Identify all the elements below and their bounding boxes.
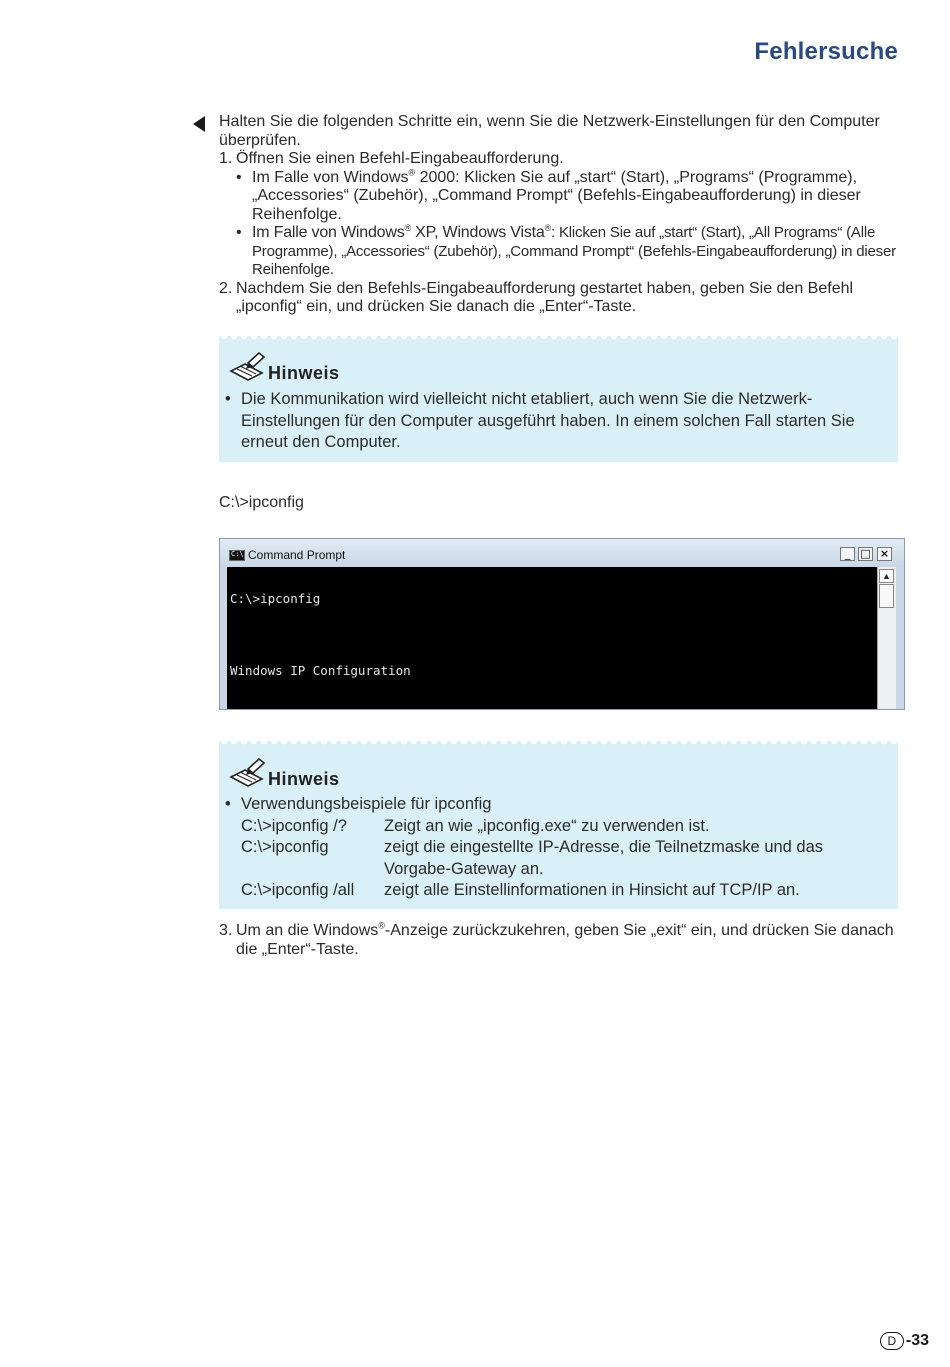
bullet-text-post: : Klicken Sie auf „start“ (Start), „All Programs“ (Alle Programme), „Accessories“ (Zubehör), „Command Prompt“ (Befehls-Eingabeaufforderung) in dieser Reihenfolge. bbox=[252, 224, 896, 278]
step-number: 1. bbox=[219, 150, 233, 167]
example-description: zeigt alle Einstellinformationen in Hinsicht auf TCP/IP an. bbox=[384, 881, 800, 899]
section-arrow-icon bbox=[193, 116, 205, 132]
console-line bbox=[230, 629, 877, 641]
bullet-windows-2000 bbox=[219, 169, 904, 225]
bullet-text-mid: XP, Windows Vista bbox=[410, 224, 545, 241]
example-description: Zeigt an wie „ipconfig.exe“ zu verwenden ist. bbox=[384, 816, 710, 835]
example-row bbox=[241, 816, 868, 838]
bullet-windows-xp-vista bbox=[219, 224, 904, 280]
step-3 bbox=[219, 922, 904, 959]
bullet-icon: • bbox=[225, 795, 231, 813]
console-output[interactable] bbox=[227, 567, 877, 710]
os-bullet-list bbox=[219, 169, 904, 280]
note-title: Hinweis bbox=[268, 363, 340, 383]
step-text-post: -Anzeige zurückzukehren, geben Sie „exit“ ein, und drücken Sie danach die „Enter“-Taste. bbox=[236, 922, 894, 958]
example-command: C:\>ipconfig /? bbox=[241, 816, 347, 835]
console-icon bbox=[229, 550, 245, 561]
pencil-note-icon bbox=[228, 757, 266, 789]
registered-mark: ® bbox=[404, 223, 411, 233]
example-command: C:\>ipconfig /all bbox=[241, 881, 355, 899]
step-text-pre: Um an die Windows bbox=[236, 922, 379, 939]
example-row bbox=[241, 837, 868, 880]
bullet-icon: • bbox=[236, 168, 242, 186]
vertical-scrollbar[interactable] bbox=[877, 567, 896, 710]
bullet-icon: • bbox=[236, 224, 242, 241]
step-text: Nachdem Sie den Befehls-Eingabeaufforderung gestartet haben, geben Sie den Befehl „ipconfig“ ein, und drücken Sie danach die „Enter“-Taste. bbox=[236, 279, 854, 315]
step-text: Öffnen Sie einen Befehl-Eingabeaufforderung. bbox=[236, 150, 564, 167]
page-footer bbox=[880, 1332, 929, 1350]
console-line: C:\>ipconfig bbox=[230, 591, 321, 606]
note-body bbox=[225, 389, 868, 454]
note-header bbox=[228, 757, 340, 789]
close-button[interactable]: × bbox=[877, 547, 892, 561]
step-number: 2. bbox=[219, 279, 233, 297]
note-title: Hinweis bbox=[268, 769, 340, 789]
language-badge: D bbox=[880, 1332, 904, 1350]
step-2 bbox=[219, 280, 904, 317]
example-description: zeigt die eingestellte IP-Adresse, die Teilnetzmaske und das Vorgabe-Gateway an. bbox=[384, 838, 824, 878]
registered-mark: ® bbox=[544, 223, 552, 233]
note-header bbox=[228, 351, 340, 383]
bullet-text-pre: Im Falle von Windows bbox=[252, 224, 405, 241]
command-prompt-window bbox=[219, 538, 905, 710]
scroll-up-arrow-icon[interactable]: ▲ bbox=[879, 569, 894, 583]
bullet-text-pre: Im Falle von Windows bbox=[252, 168, 409, 186]
step-3-block bbox=[219, 922, 904, 959]
maximize-button[interactable]: □ bbox=[858, 547, 873, 561]
note-box-1 bbox=[219, 336, 898, 462]
step-number: 3. bbox=[219, 922, 233, 939]
step-1 bbox=[219, 150, 904, 169]
registered-mark: ® bbox=[378, 920, 385, 931]
note-intro: Verwendungsbeispiele für ipconfig bbox=[241, 795, 492, 813]
registered-mark: ® bbox=[408, 167, 416, 178]
console-line bbox=[230, 701, 877, 710]
intro-text: Halten Sie die folgenden Schritte ein, wenn Sie die Netzwerk-Einstellungen für den Computer überprüfen. bbox=[219, 113, 880, 149]
note-box-2 bbox=[219, 741, 898, 909]
scroll-thumb[interactable] bbox=[879, 584, 894, 608]
note-body bbox=[225, 794, 868, 902]
window-titlebar bbox=[220, 539, 904, 567]
minimize-button[interactable]: _ bbox=[840, 547, 855, 561]
console-line: Windows IP Configuration bbox=[230, 663, 411, 678]
page-title: Fehlersuche bbox=[754, 38, 898, 65]
intro-block bbox=[219, 113, 904, 317]
pencil-note-icon bbox=[228, 351, 266, 383]
note-text: Die Kommunikation wird vielleicht nicht etabliert, auch wenn Sie die Netzwerk-Einstellungen für den Computer ausgeführt haben. In einem solchen Fall starten Sie erneut den Computer. bbox=[241, 390, 855, 451]
window-title: Command Prompt bbox=[248, 548, 346, 562]
bullet-text-post: 2000: Klicken Sie auf „start“ (Start), „Programs“ (Programme), „Accessories“ (Zubehör), „Command Prompt“ (Befehls-Eingabeaufforderung) in dieser Reihenfolge. bbox=[252, 168, 861, 223]
example-row bbox=[241, 880, 868, 902]
bullet-icon: • bbox=[225, 390, 231, 408]
page-number: -33 bbox=[905, 1332, 929, 1349]
command-label: C:\>ipconfig bbox=[219, 494, 304, 511]
console-icon-text: C:\ bbox=[231, 550, 244, 558]
example-command: C:\>ipconfig bbox=[241, 838, 329, 856]
